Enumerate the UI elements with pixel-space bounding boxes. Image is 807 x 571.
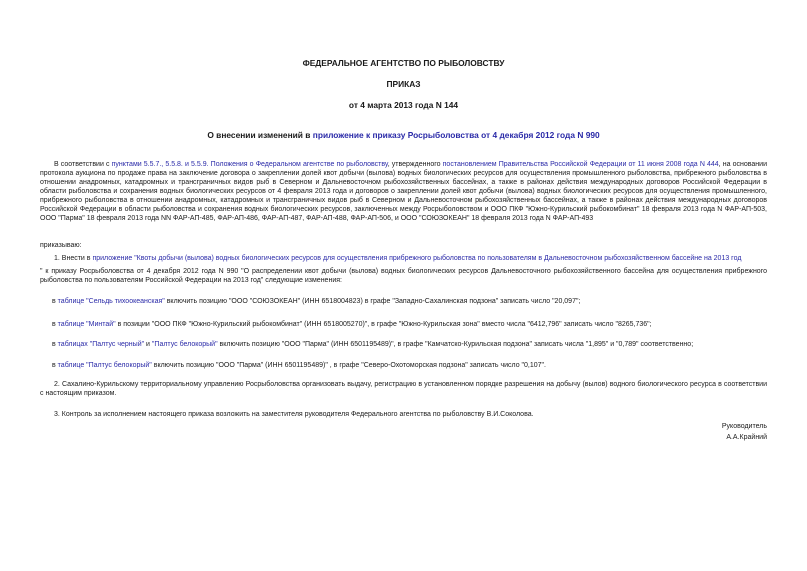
change-text: в [52, 341, 58, 348]
change-text: в позиции "ООО ПКФ "Южно-Курильский рыбокомбинат" (ИНН 6518005270)", в графе "Южно-Курильская зона" вместо числа "6412,796" записать число "8265,736"; [115, 321, 652, 328]
change-text: включить позицию "ООО "СОЮЗОКЕАН" (ИНН 6518004823) в графе "Западно-Сахалинская подзона" записать число "20,097"; [164, 298, 581, 305]
signatory-name: А.А.Крайний [726, 434, 767, 441]
change-text: в [52, 362, 58, 369]
change-table-link[interactable]: таблицах "Палтус черный" [57, 341, 145, 348]
change-item [52, 297, 767, 306]
change-table-link[interactable]: таблице "Палтус белокорый" [57, 362, 152, 369]
doc-title-prefix: О внесении изменений в [207, 130, 313, 140]
item-1-continuation: " к приказу Росрыболовства от 4 декабря 2012 года N 990 "О распределении квот добычи (вылова) водных биологических ресурсов Дальневосточного рыбохозяйственного бассейна для осуществления прибрежного рыболовства по пользователям Российской Федерации на 2013 год" следующие изменения: [40, 268, 767, 284]
change-text: в [52, 298, 58, 305]
item-3: 3. Контроль за исполнением настоящего приказа возложить на заместителя руководителя Федерального агентства по рыболовству В.И.Соколова. [54, 411, 534, 418]
preamble-text-1: В соответствии с [54, 161, 112, 168]
preamble-link-regulation[interactable]: пунктами 5.5.7., 5.5.8. и 5.5.9. Положения о Федеральном агентстве по рыболовству [111, 161, 388, 168]
change-text: включить позицию "ООО "Парма" (ИНН 6501195489)", в графе "Камчатско-Курильская подзона" записать числа "1,895" и "0,789" соответственно; [217, 341, 694, 348]
change-table-link[interactable]: "Палтус белокорый" [151, 341, 218, 348]
change-item [52, 320, 767, 329]
doc-date-number: от 4 марта 2013 года N 144 [348, 100, 459, 110]
change-text: и [144, 341, 152, 348]
change-item [52, 361, 767, 370]
item-1 [40, 254, 767, 263]
change-item [52, 340, 767, 349]
preamble-text-2: , утвержденного [387, 161, 443, 168]
item-1-lead: 1. Внести в [54, 255, 93, 262]
doc-type: ПРИКАЗ [386, 79, 421, 89]
change-text: включить позицию "ООО "Парма" (ИНН 6501195489)" , в графе "Северо-Охотоморская подзона" записать число "0,107". [151, 362, 546, 369]
preamble-link-decree[interactable]: постановлением Правительства Российской Федерации от 11 июня 2008 года N 444 [442, 161, 719, 168]
signatory-position: Руководитель [721, 423, 767, 430]
change-table-link[interactable]: таблице "Сельдь тихоокеанская" [57, 298, 165, 305]
doc-title-link[interactable]: приложение к приказу Росрыболовства от 4 декабря 2012 года N 990 [312, 130, 600, 140]
preamble-text-3: , на основании протокола аукциона по продаже права на заключение договора о закреплении долей квот добычи (вылова) водных биологических ресурсов для осуществления промышленного рыболовства, прибрежного рыболовства в отношении анадромных, катадромных и трансграничных видов рыб в Северном и Дальневосточном рыбохозяйственных бассейнах, а также в районах действия международных договоров Российской Федерации в области рыболовства и сохранения водных биологических ресурсов от 4 февраля 2013 года и договоров о закреплении долей квот добычи (вылова) водных биологических ресурсов для осуществления промышленного, прибрежного рыболовства в отношении анадромных, катадромных и трансграничных видов рыб в Северном и Дальневосточном рыбохозяйственных бассейнах, а также в районах действия международных договоров Российской Федерации в области рыболовства и сохранения водных биологических ресурсов, заключенных между Росрыболовством и ООО ПКФ "Южно-Курильский рыбокомбинат" 18 февраля 2013 года N ФАР-АП-503, ООО "Парма" 18 февраля 2013 года NN ФАР-АП-485, ФАР-АП-486, ФАР-АП-487, ФАР-АП-488, ФАР-АП-506, и ООО "СОЮЗОКЕАН" 18 февраля 2013 года N ФАР-АП-493 [40, 161, 767, 222]
change-table-link[interactable]: таблице "Минтай" [57, 321, 116, 328]
item-2: 2. Сахалино-Курильскому территориальному управлению Росрыболовства организовать выдачу, регистрацию в установленном порядке разрешения на добычу (вылов) водного биологического ресурса в соответствии с настоящим приказом. [40, 381, 767, 397]
item-1-appendix-link[interactable]: приложение "Квоты добычи (вылова) водных биологических ресурсов для осуществления прибрежного рыболовства по пользователям в Дальневосточном рыбохозяйственном бассейне на 2013 год [92, 255, 742, 262]
doc-title [0, 130, 807, 140]
preamble-paragraph [40, 160, 767, 223]
order-word: приказываю: [40, 242, 82, 249]
change-text: в [52, 321, 58, 328]
agency-name: ФЕДЕРАЛЬНОЕ АГЕНТСТВО ПО РЫБОЛОВСТВУ [302, 58, 505, 68]
